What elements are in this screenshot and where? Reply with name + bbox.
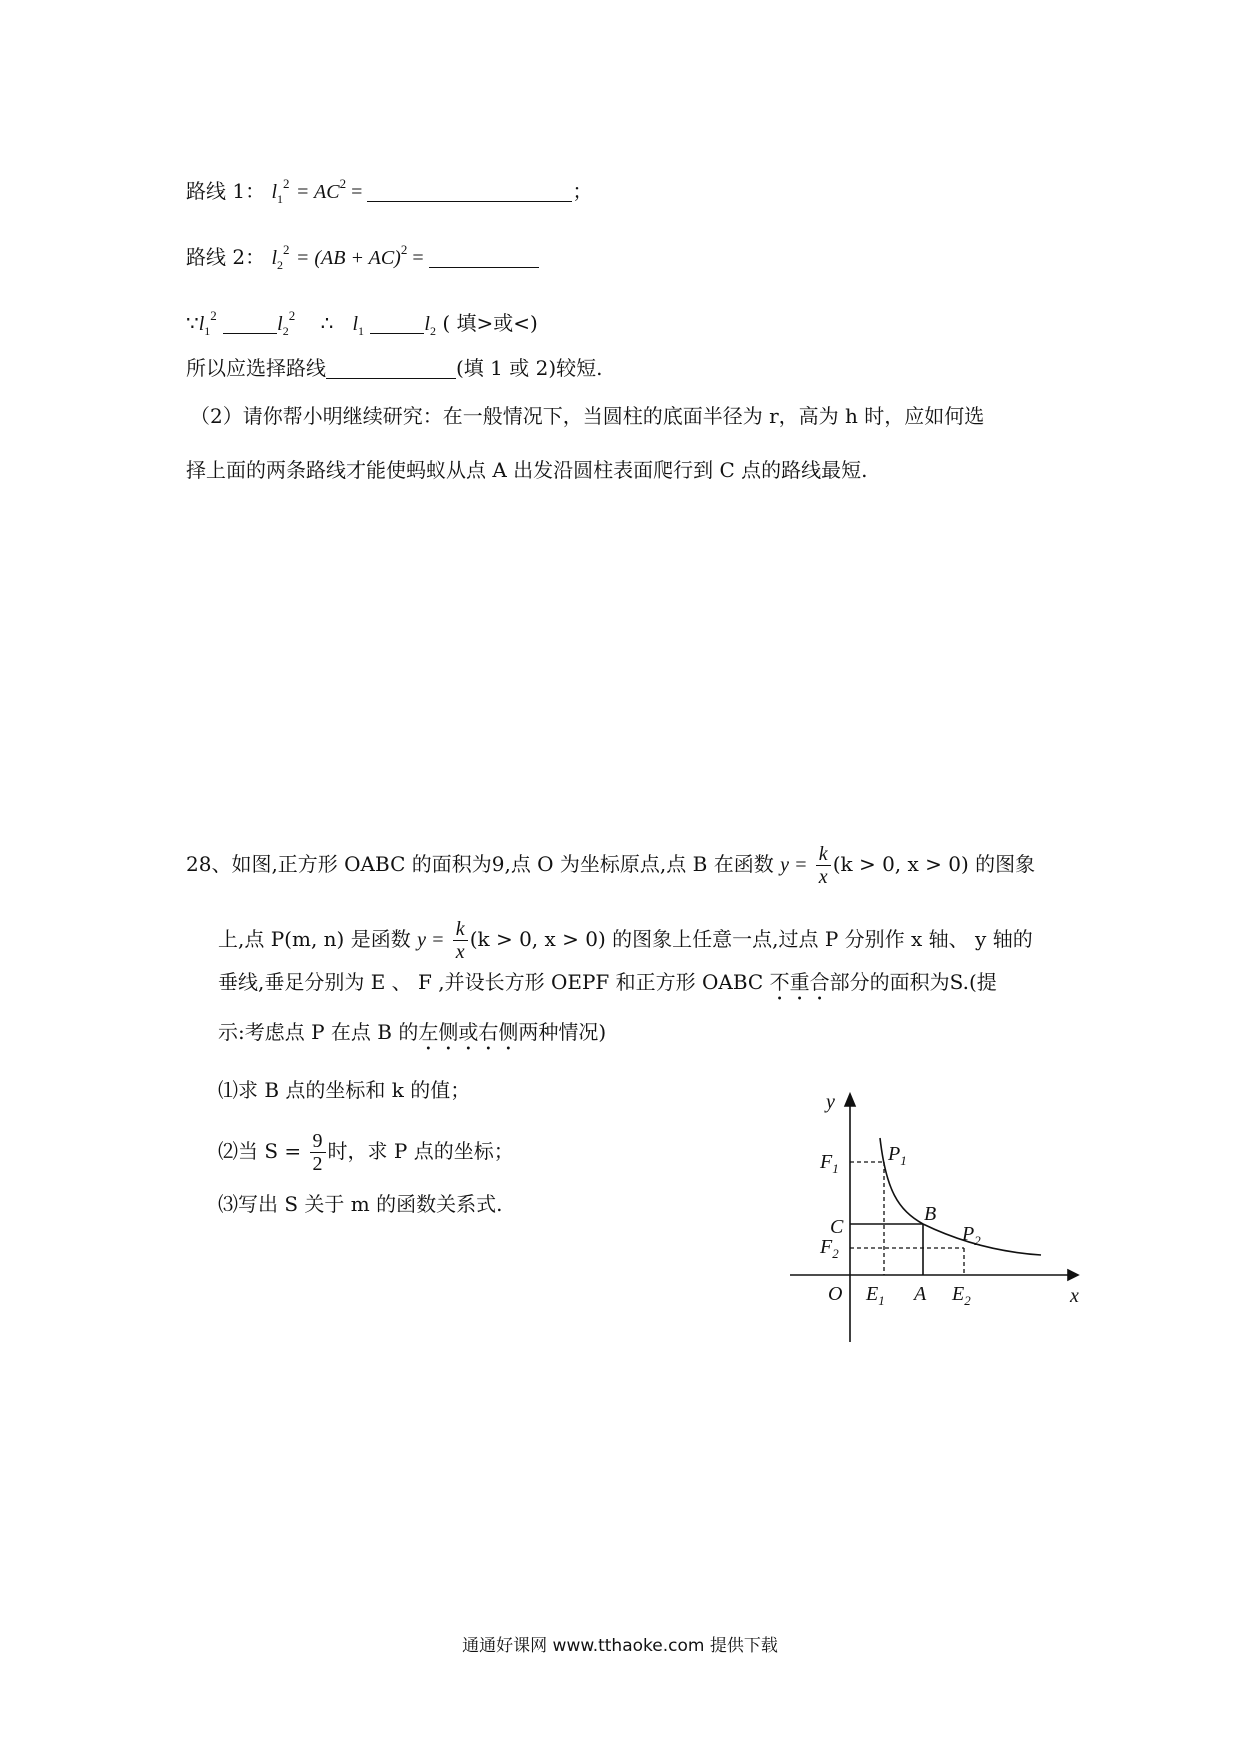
k-over-x-fraction: $\frac{k}{x}$ bbox=[816, 843, 831, 888]
label-e1: $E_1$ bbox=[866, 1283, 885, 1308]
page-footer: 通通好课网 www.tthaoke.com 提供下载 bbox=[462, 1636, 778, 1656]
choose-blank[interactable] bbox=[326, 360, 456, 379]
part2-line1: （2）请你帮小明继续研究：在一般情况下，当圆柱的底面半径为 r，高为 h 时，应如何选 bbox=[190, 404, 985, 428]
label-a: A bbox=[914, 1283, 927, 1305]
route1-l1: $l_1^2$ bbox=[271, 176, 290, 206]
compare-hint: ( 填>或<) bbox=[442, 311, 538, 335]
route2-label: 路线 2： bbox=[186, 245, 266, 269]
route1-blank[interactable] bbox=[367, 183, 572, 202]
compare-line: $\because l_1^2$ $l_2^2$ ∴ $l_1$ $l_2$ ( 填>或<) bbox=[186, 308, 538, 338]
nine-halves-fraction: $\frac{9}{2}$ bbox=[310, 1130, 326, 1175]
route1-eq: = AC bbox=[295, 181, 340, 203]
q28-line3: 垂线,垂足分别为 E 、 F ,并设长方形 OEPF 和正方形 OABC 不重合部分的面积为S.(提 bbox=[218, 970, 997, 994]
compare-blank-2[interactable] bbox=[370, 315, 424, 334]
q28-line2: 上,点 P(m, n) 是函数 y = $\frac{k}{x}$ (k > 0, x > 0) 的图象上任意一点,过点 P 分别作 x 轴、 y 轴的 bbox=[218, 918, 1033, 963]
label-x: x bbox=[1070, 1285, 1079, 1307]
label-f2: $F_2$ bbox=[820, 1236, 839, 1261]
compare-blank-1[interactable] bbox=[223, 315, 277, 334]
route1-label: 路线 1： bbox=[186, 179, 266, 203]
label-e2: $E_2$ bbox=[952, 1283, 971, 1308]
q28-line4: 示:考虑点 P 在点 B 的左侧或右侧两种情况) bbox=[218, 1020, 607, 1044]
q28-sub2: ⑵当 S = $\frac{9}{2}$ 时，求 P 点的坐标； bbox=[218, 1130, 514, 1175]
q28-sub3: ⑶写出 S 关于 m 的函数关系式. bbox=[218, 1192, 503, 1216]
label-c: C bbox=[830, 1216, 844, 1238]
choose-line: 所以应选择路线 (填 1 或 2)较短. bbox=[186, 356, 603, 380]
label-b: B bbox=[924, 1203, 937, 1225]
label-p1: $P_1$ bbox=[888, 1143, 907, 1168]
label-o: O bbox=[828, 1283, 843, 1305]
part2-line2: 择上面的两条路线才能使蚂蚁从点 A 出发沿圆柱表面爬行到 C 点的路线最短. bbox=[186, 458, 868, 482]
route2-line: 路线 2： $l_2^2 = (AB + AC)^2$ = bbox=[186, 236, 539, 279]
label-f1: $F_1$ bbox=[820, 1151, 839, 1176]
x-arrow-icon bbox=[1068, 1270, 1078, 1280]
label-y: y bbox=[826, 1091, 835, 1113]
route2-l2: $l_2^2$ bbox=[271, 242, 290, 272]
route2-eq: = (AB + AC) bbox=[295, 247, 401, 269]
k-over-x-fraction-2: $\frac{k}{x}$ bbox=[453, 918, 468, 963]
label-p2: $P_2$ bbox=[962, 1223, 981, 1248]
y-arrow-icon bbox=[845, 1094, 855, 1106]
coordinate-figure bbox=[786, 1090, 1086, 1360]
route1-line: 路线 1： $l_1^2 = AC^2$ = ； bbox=[186, 176, 593, 206]
route2-blank[interactable] bbox=[429, 249, 539, 268]
q28-line1: 28、如图,正方形 OABC 的面积为9,点 O 为坐标原点,点 B 在函数 y = $\frac{k}{x}$ (k > 0, x > 0) 的图象 bbox=[186, 843, 1036, 888]
q28-sub1: ⑴求 B 点的坐标和 k 的值； bbox=[218, 1078, 471, 1102]
